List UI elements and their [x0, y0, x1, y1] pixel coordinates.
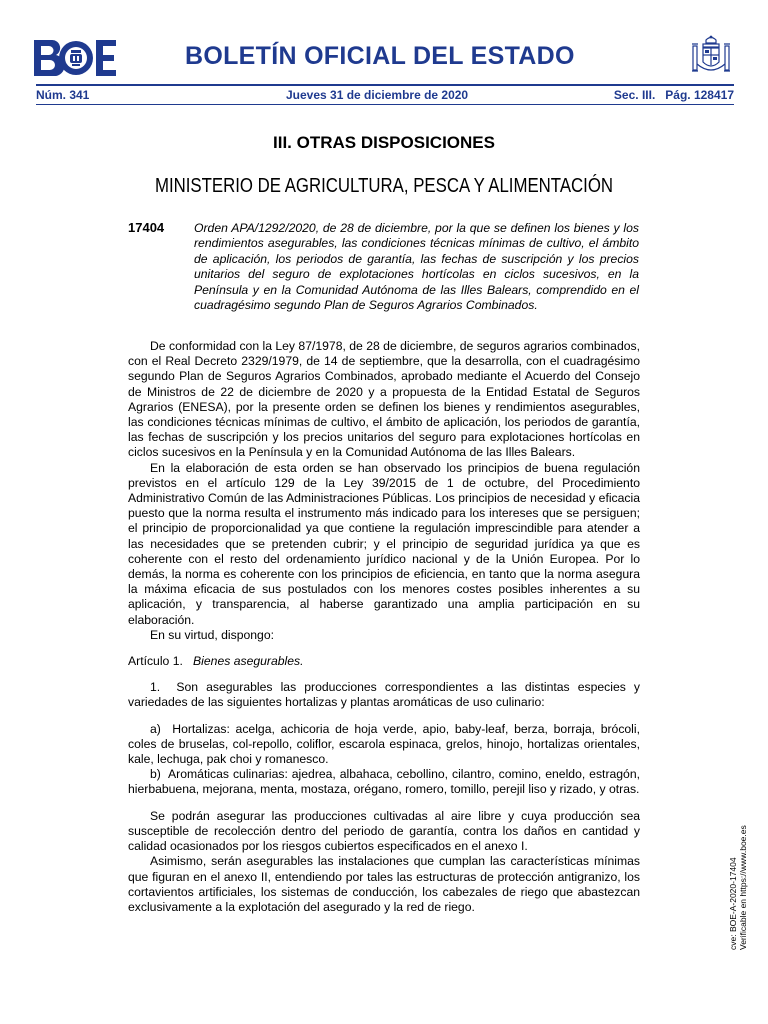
paragraph: 1. Son asegurables las producciones correspondientes a las distintas especies y variedades de las siguientes hortalizas y plantas aromáticas de uso culinario: — [128, 680, 644, 710]
paragraph: Se podrán asegurar las producciones cultivadas al aire libre y cuya producción sea susceptible de recolección dentro del periodo de garantía, contra los daños en cantidad y calidad ocasionados por los riesgos cubiertos especificados en el anexo I. — [128, 808, 640, 854]
order-title: Orden APA/1292/2020, de 28 de diciembre, por la que se definen los bienes y los rendimientos asegurables, las condiciones técnicas mínimas de cultivo, el ámbito de aplicación, los periodos de garantía, las fechas de suscripción y los precios unitarios del seguro de explotaciones hortícolas en ciclos sucesivos, en la Península y en la Comunidad Autónoma de las Illes Balears, comprendido en el cuadragésimo segundo Plan de Seguros Agrarios Combinados. — [194, 221, 639, 313]
verification-note — [728, 825, 748, 950]
ministry-heading: MINISTERIO DE AGRICULTURA, PESCA Y ALIMENTACIÓN — [154, 175, 614, 197]
paragraph: Asimismo, serán asegurables las instalaciones que cumplan las características mínimas que figuran en el anexo II, entendiendo por tales las estructuras de protección antigranizo, los cortavientos artificiales, los sistemas de conducción, los cabezales de riego que abastezcan exclusivamente a la explotación del asegurado y la red de riego. — [128, 854, 640, 914]
article-title: Bienes asegurables. — [193, 654, 304, 669]
article-label: Artículo 1. — [128, 654, 183, 669]
paragraph: En la elaboración de esta orden se han observado los principios de buena regulación previstos en el artículo 129 de la Ley 39/2015 de 1 de octubre, del Procedimiento Administrativo Común de las Administraciones Públicas. Los principios de necesidad y eficacia puesto que la norma resulta el instrumento más indicado para los intereses que se persiguen; el principio de proporcionalidad ya que contiene la regulación imprescindible para atender a las necesidades que se pretenden cubrir; y el principio de seguridad jurídica ya que es coherente con el resto del ordenamiento jurídico nacional y de la Unión Europea. Por lo demás, la norma es coherente con los principios de eficiencia, en tanto que la norma asegura la máxima eficacia de sus postulados con los menores costes posibles inherentes a su aplicación, y transparencia, al haberse garantizado una amplia participación en su elaboración. — [128, 460, 640, 627]
issue-date: Jueves 31 de diciembre de 2020 — [286, 88, 469, 102]
article-heading — [128, 654, 640, 669]
header-divider — [36, 84, 734, 86]
document-body — [128, 339, 644, 915]
paragraph: En su virtud, dispongo: — [150, 627, 274, 642]
paragraph: b) Aromáticas culinarias: ajedrea, albahaca, cebollino, cilantro, comino, eneldo, estragón, hierbabuena, mejorana, menta, mostaza, orégano, romero, tomillo, perejil liso y rizado, y otras. — [128, 767, 644, 797]
section-heading: III. OTRAS DISPOSICIONES — [273, 133, 495, 152]
coat-of-arms-icon — [688, 34, 734, 80]
header-divider-bottom — [36, 104, 734, 105]
boe-logo — [34, 40, 116, 76]
cve-code: cve: BOE-A-2020-17404 — [728, 857, 738, 950]
issue-number: Núm. 341 — [36, 88, 90, 102]
section-page: Sec. III. Pág. 128417 — [613, 88, 734, 102]
paragraph: a) Hortalizas: acelga, achicoria de hoja verde, apio, baby-leaf, berza, borraja, brócoli, coles de bruselas, col-repollo, coliflor, escarola espinaca, grelos, hinojo, hortalizas orientales, kale, lechuga, pak choi y romanesco. — [128, 721, 644, 767]
publication-title: BOLETÍN OFICIAL DEL ESTADO — [185, 42, 575, 70]
paragraph: De conformidad con la Ley 87/1978, de 28 de diciembre, de seguros agrarios combinados, con el Real Decreto 2329/1979, de 14 de septiembre, que la desarrolla, con el cuadragésimo segundo Plan de Seguros Agrarios Combinados, aprobado mediante el Acuerdo del Consejo de Ministros de 22 de diciembre de 2020 y a propuesta de la Entidad Estatal de Seguros Agrarios (ENESA), por la presente orden se definen los bienes y rendimientos asegurables, las condiciones técnicas mínimas de cultivo, el ámbito de aplicación, los periodos de garantía, las fechas de suscripción y los precios unitarios del seguro para explotaciones hortícolas en ciclos sucesivos en la Península y en la Comunidad Autónoma de las Illes Balears. — [128, 339, 640, 460]
order-number: 17404 — [128, 220, 165, 235]
verification-link[interactable]: Verificable en https://www.boe.es — [738, 825, 748, 950]
